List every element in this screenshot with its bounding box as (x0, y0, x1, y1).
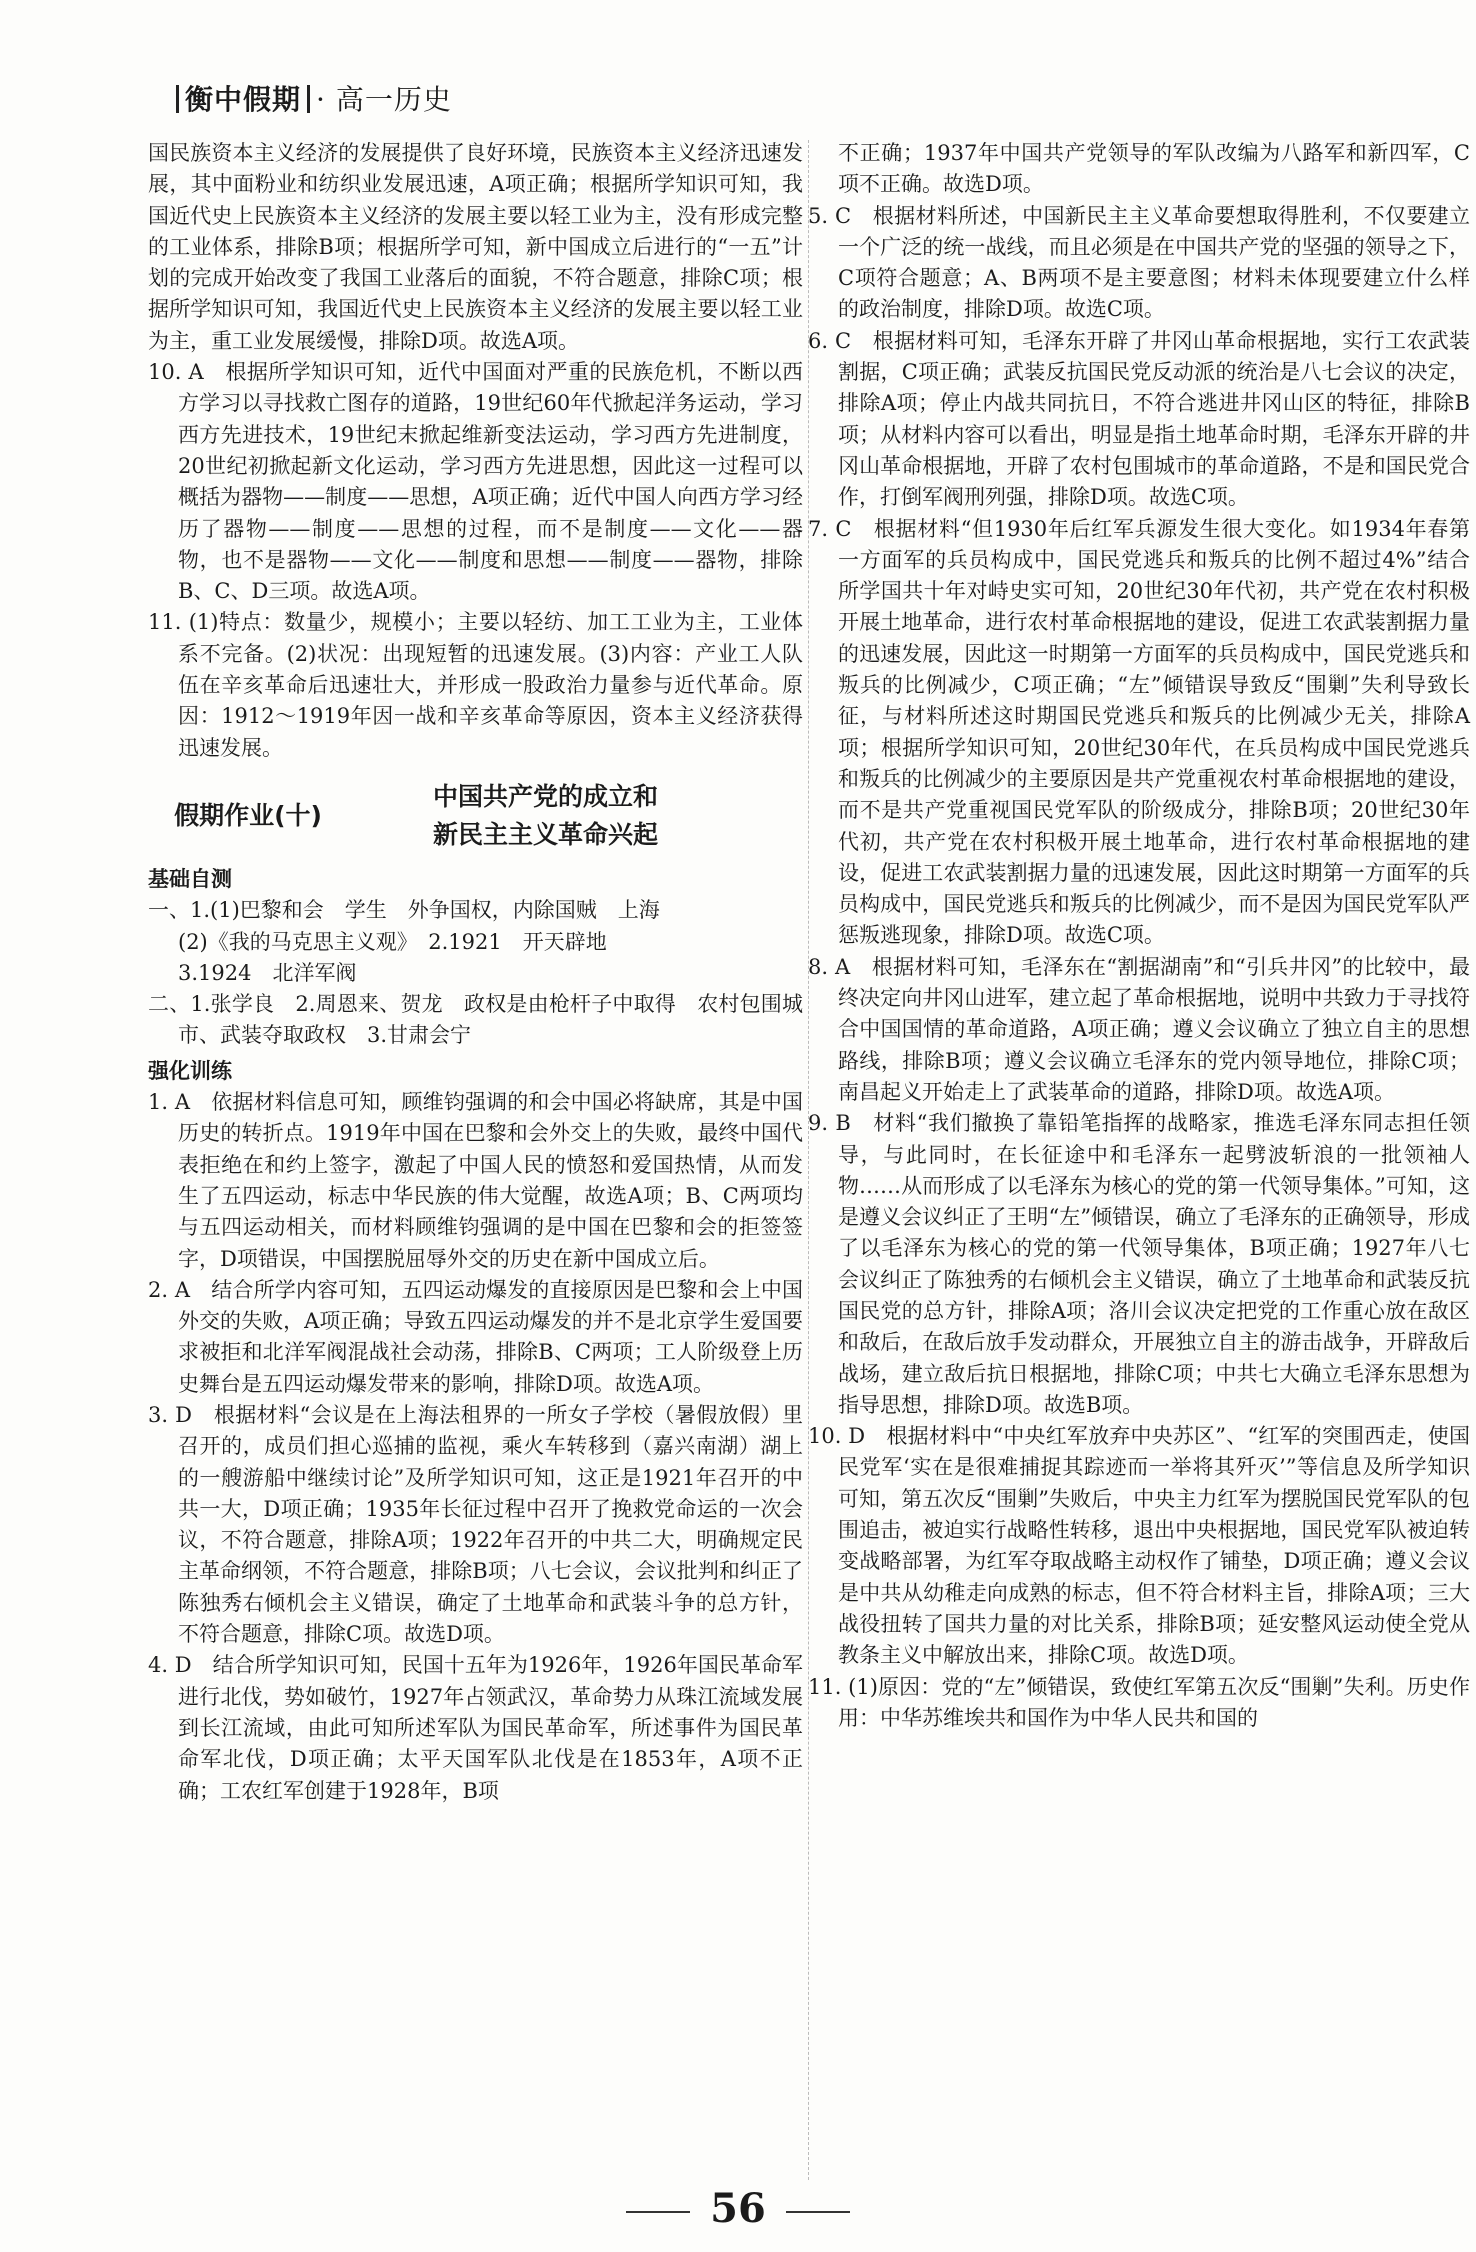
answer-11: 11. (1)特点：数量少，规模小；主要以轻纺、加工工业为主，工业体系不完备。(2)状况：出现短暂的迅速发展。(3)内容：产业工人队伍在辛亥革命后迅速壮大，并形成一股政治力量参与近代革命。原因：1912～1919年因一战和辛亥革命等原因，资本主义经济获得迅速发展。 (148, 610, 803, 760)
homework-title (148, 778, 803, 854)
page-header (170, 78, 452, 118)
basic-answer-1c: 3.1924 北洋军阀 (178, 960, 357, 985)
answer-10: 10. A 根据所学知识可知，近代中国面对严重的民族危机，不断以西方学习以寻找救亡图存的道路，19世纪60年代掀起洋务运动，学习西方先进技术，19世纪末掀起维新变法运动，学习西方先进制度，20世纪初掀起新文化运动，学习西方先进思想，因此这一过程可以概括为器物——制度——思想，A项正确；近代中国人向西方学习经历了器物——制度——思想的过程，而不是制度——文化——器物，也不是器物——文化——制度和思想——制度——器物，排除B、C、D三项。故选A项。 (148, 360, 803, 604)
section-basic-test: 基础自测 (148, 866, 232, 891)
header-subtitle: · 高一历史 (316, 83, 452, 116)
basic-answer-1: 一、1.(1)巴黎和会 学生 外争国权，内除国贼 上海 (148, 898, 660, 923)
training-answer-7: 7. C 根据材料“但1930年后红军兵源发生很大变化。如1934年春第一方面军的兵员构成中，国民党逃兵和叛兵的比例不超过4%”结合所学国共十年对峙史实可知，20世纪30年代初，共产党在农村积极开展土地革命，进行农村革命根据地的建设，促进工农武装割据力量的迅速发展，因此这一时期第一方面军的兵员构成中，国民党逃兵和叛兵的比例减少，C项正确；“左”倾错误导致反“围剿”失利导致长征，与材料所述这时期国民党逃兵和叛兵的比例减少无关，排除A项；根据所学知识可知，20世纪30年代，在兵员构成中国民党逃兵和叛兵的比例减少的主要原因是共产党重视农村革命根据地的建设，而不是共产党重视国民党军队的阶级成分，排除B项；20世纪30年代初，共产党在农村积极开展土地革命，进行农村革命根据地的建设，促进工农武装割据力量的迅速发展，因此这时期第一方面军的兵员构成中，国民党逃兵和叛兵的比例减少，而不是因为国民党军队严惩叛逃现象，排除D项。故选C项。 (808, 516, 1470, 948)
right-column (808, 138, 1470, 1734)
training-answer-1: 1. A 依据材料信息可知，顾维钧强调的和会中国必将缺席，其是中国历史的转折点。1919年中国在巴黎和会外交上的失败，最终中国代表拒绝在和约上签字，激起了中国人民的愤怒和爱国热情，从而发生了五四运动，标志中华民族的伟大觉醒，故选A项；B、C两项均与五四运动相关，而材料顾维钧强调的是中国在巴黎和会的拒签签字，D项错误，中国摆脱屈辱外交的历史在新中国成立后。 (148, 1090, 803, 1271)
basic-answer-2: 二、1.张学良 2.周恩来、贺龙 政权是由枪杆子中取得 农村包围城市、武装夺取政权 3.甘肃会宁 (148, 992, 803, 1048)
training-answer-8: 8. A 根据材料可知，毛泽东在“割据湖南”和“引兵井冈”的比较中，最终决定向井冈山进军，建立起了革命根据地，说明中共致力于寻找符合中国国情的革命道路，A项正确；遵义会议确立了独立自主的思想路线，排除B项；遵义会议确立毛泽东的党内领导地位，排除C项；南昌起义开始走上了武装革命的道路，排除D项。故选A项。 (808, 954, 1470, 1104)
training-answer-6: 6. C 根据材料可知，毛泽东开辟了井冈山革命根据地，实行工农武装割据，C项正确；武装反抗国民党反动派的统治是八七会议的决定，排除A项；停止内战共同抗日，不符合逃进井冈山区的特征，排除B项；从材料内容可以看出，明显是指土地革命时期，毛泽东开辟的井冈山革命根据地，开辟了农村包围城市的革命道路，不是和国民党合作，打倒军阀刑列强，排除D项。故选C项。 (808, 328, 1470, 510)
header-bar-right (307, 85, 310, 113)
answer-continuation: 国民族资本主义经济的发展提供了良好环境，民族资本主义经济迅速发展，其中面粉业和纺织业发展迅速，A项正确；根据所学知识可知，我国近代史上民族资本主义经济的发展主要以轻工业为主，没有形成完整的工业体系，排除B项；根据所学可知，新中国成立后进行的“一五”计划的完成开始改变了我国工业落后的面貌，不符合题意，排除C项；根据所学知识可知，我国近代史上民族资本主义经济的发展主要以轻工业为主，重工业发展缓慢，排除D项。故选A项。 (148, 141, 803, 353)
homework-subtitle-line2: 新民主主义革命兴起 (432, 819, 658, 849)
training-answer-2: 2. A 结合所学内容可知，五四运动爆发的直接原因是巴黎和会上中国外交的失败，A项正确；导致五四运动爆发的并不是北京学生爱国要求被拒和北洋军阀混战社会动荡，排除B、C两项；工人阶级登上历史舞台是五四运动爆发带来的影响，排除D项。故选A项。 (148, 1277, 803, 1396)
answer-4-continuation: 不正确；1937年中国共产党领导的军队改编为八路军和新四军，C项不正确。故选D项。 (838, 141, 1470, 197)
header-bar-left (176, 85, 179, 113)
homework-subtitle (348, 778, 803, 854)
page-number-dash-right (786, 2211, 850, 2213)
section-strengthen-training: 强化训练 (148, 1058, 232, 1083)
header-title: 衡中假期 (185, 83, 302, 116)
homework-label: 假期作业(十) (174, 801, 322, 831)
left-column (148, 138, 803, 1807)
training-answer-9: 9. B 材料“我们撤换了靠铅笔指挥的战略家，推选毛泽东同志担任领导，与此同时，在长征途中和毛泽东一起劈波斩浪的一批领袖人物……从而形成了以毛泽东为核心的党的第一代领导集体。”可知，这是遵义会议纠正了王明“左”倾错误，确立了毛泽东的正确领导，形成了以毛泽东为核心的党的第一代领导集体，B项正确；1927年八七会议纠正了陈独秀的右倾机会主义错误，确立了土地革命和武装反抗国民党的总方针，排除A项；洛川会议决定把党的工作重心放在敌区和敌后，在敌后放手发动群众，开展独立自主的游击战争，开辟敌后战场，建立敌后抗日根据地，排除C项；中共七大确立毛泽东思想为指导思想，排除D项。故选B项。 (808, 1111, 1470, 1417)
page-number-dash-left (626, 2211, 690, 2213)
page-number-value: 56 (710, 2185, 766, 2232)
training-answer-11: 11. (1)原因：党的“左”倾错误，致使红军第五次反“围剿”失利。历史作用：中华苏维埃共和国作为中华人民共和国的 (808, 1674, 1470, 1730)
training-answer-3: 3. D 根据材料“会议是在上海法租界的一所女子学校（暑假放假）里召开的，成员们担心巡捕的监视，乘火车转移到（嘉兴南湖）湖上的一艘游船中继续讨论”及所学知识可知，这正是1921年召开的中共一大，D项正确；1935年长征过程中召开了挽救党命运的一次会议，不符合题意，排除A项；1922年召开的中共二大，明确规定民主革命纲领，不符合题意，排除B项；八七会议，会议批判和纠正了陈独秀右倾机会主义错误，确定了土地革命和武装斗争的总方针，不符合题意，排除C项。故选D项。 (148, 1402, 803, 1647)
homework-subtitle-line1: 中国共产党的成立和 (432, 781, 658, 811)
training-answer-4: 4. D 结合所学知识可知，民国十五年为1926年，1926年国民革命军进行北伐，势如破竹，1927年占领武汉，革命势力从珠江流域发展到长江流域，由此可知所述军队为国民革命军，所述事件为国民革命军北伐，D项正确；太平天国军队北伐是在1853年，A项不正确；工农红军创建于1928年，B项 (148, 1653, 803, 1803)
training-answer-10: 10. D 根据材料中“中央红军放弃中央苏区”、“红军的突围西走，使国民党军‘实在是很难捕捉其踪迹而一举将其歼灭’”等信息及所学知识可知，第五次反“围剿”失败后，中央主力红军为摆脱国民党军队的包围追击，被迫实行战略性转移，退出中央根据地，国民党军队被迫转变战略部署，为红军夺取战略主动权作了铺垫，D项正确；遵义会议是中共从幼稚走向成熟的标志，但不符合材料主旨，排除A项；三大战役扭转了国共力量的对比关系，排除B项；延安整风运动使全党从教条主义中解放出来，排除C项。故选D项。 (808, 1424, 1470, 1668)
basic-answer-1b: (2)《我的马克思主义观》 2.1921 开天辟地 (178, 929, 607, 954)
training-answer-5: 5. C 根据材料所述，中国新民主主义革命要想取得胜利，不仅要建立一个广泛的统一战线，而且必须是在中国共产党的坚强的领导之下，C项符合题意；A、B两项不是主要意图；材料未体现要建立什么样的政治制度，排除D项。故选C项。 (808, 203, 1470, 322)
page-number (0, 2185, 1476, 2232)
